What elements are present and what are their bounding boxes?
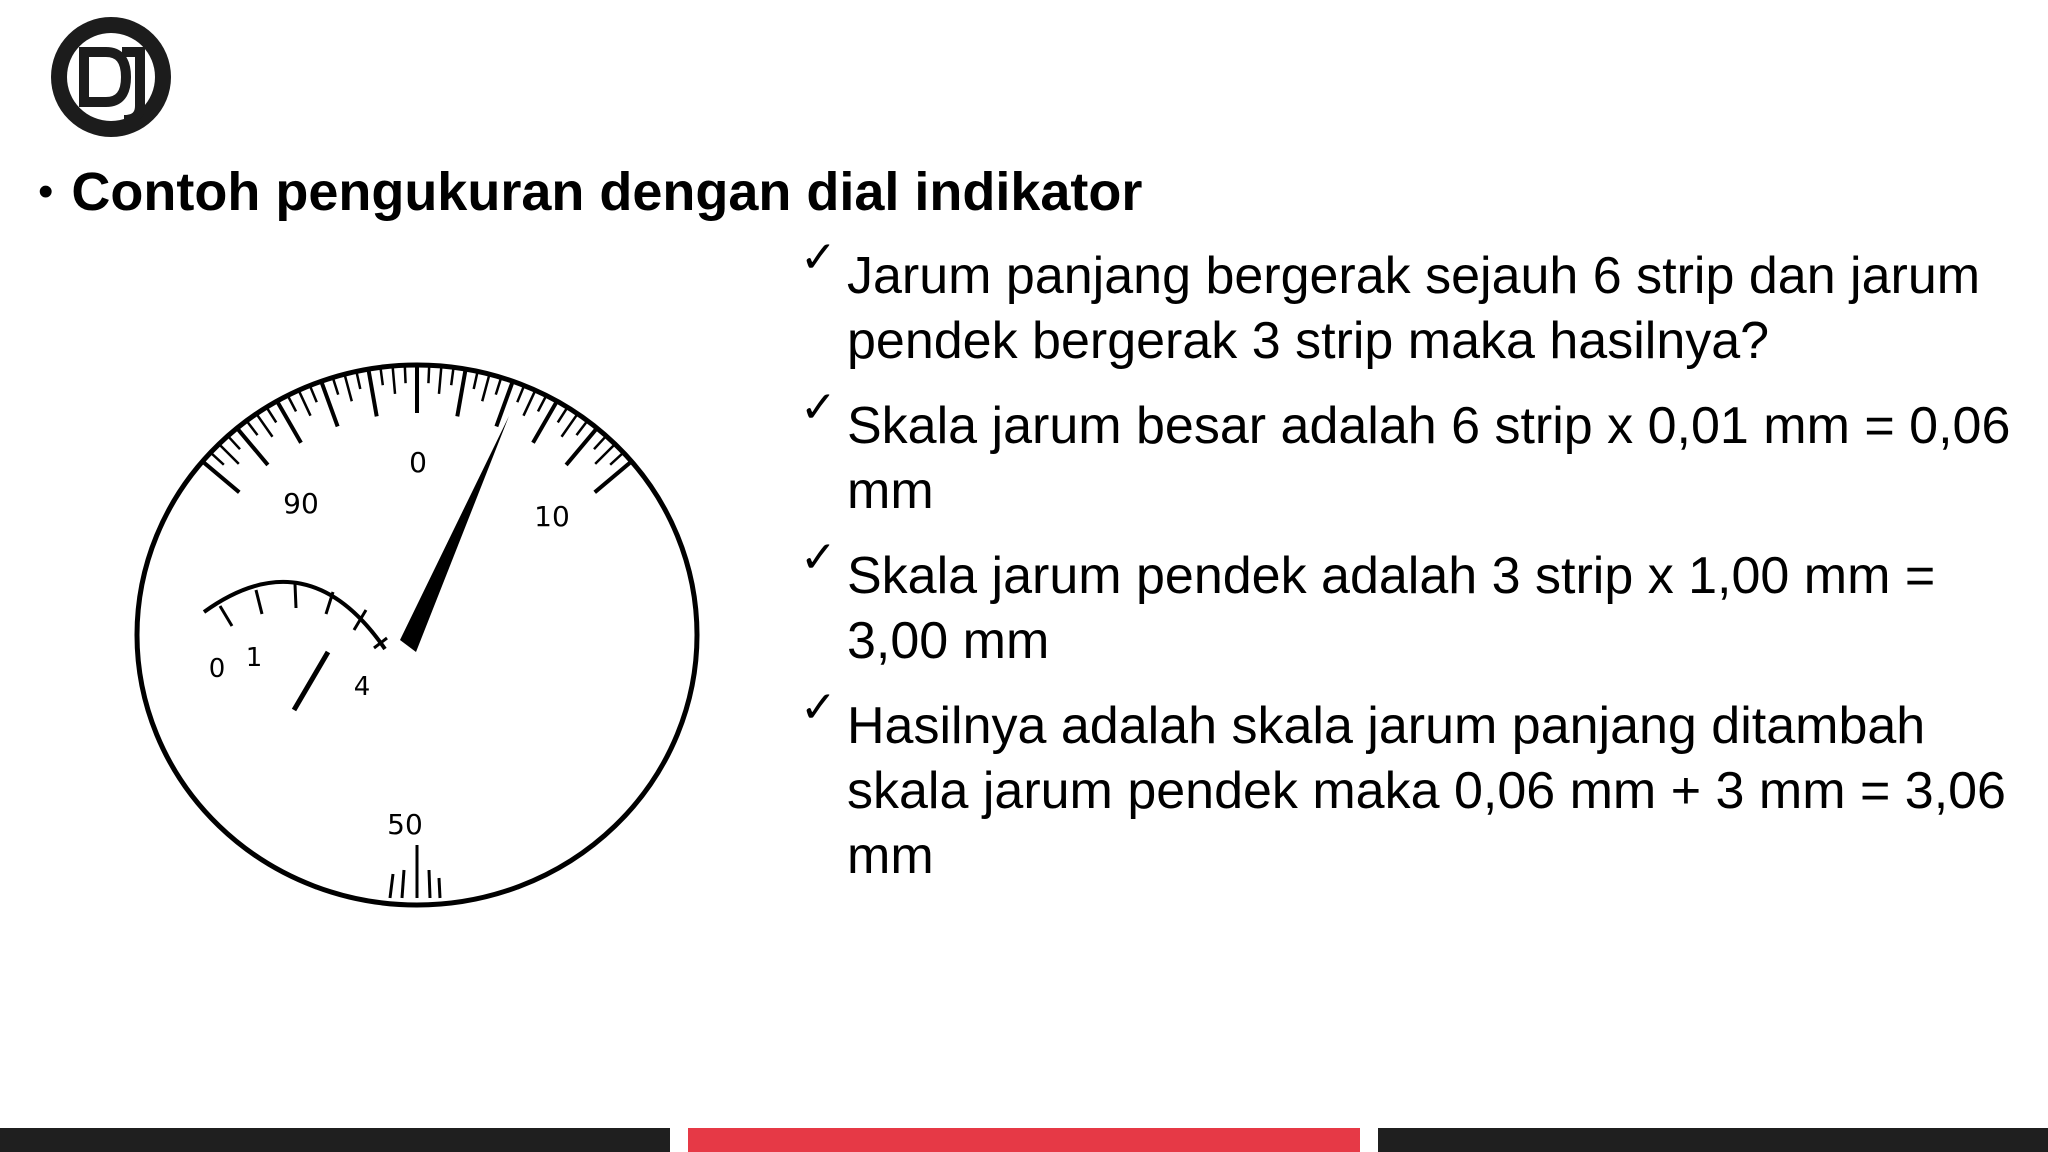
bullet-point-1 — [800, 233, 2015, 374]
dial-tick — [595, 444, 615, 464]
dial-tick — [256, 414, 272, 437]
dial-tick — [267, 407, 277, 422]
dial-tick — [299, 390, 311, 415]
dial-tick — [451, 367, 453, 385]
dial-tick — [533, 401, 557, 443]
bullet-text-4: Hasilnya adalah skala jarum panjang ditambah skala jarum pendek maka 0,06 mm + 3 mm = 3,06 mm — [847, 697, 2006, 885]
bullet-point-3 — [800, 533, 2015, 674]
sub-dial-tick — [295, 584, 296, 608]
dial-tick — [356, 371, 360, 389]
heading-row — [38, 160, 1142, 224]
short-needle — [294, 652, 328, 710]
sub-dial-tick — [256, 590, 262, 614]
bullet-point-2 — [800, 383, 2015, 524]
dial-tick — [457, 369, 465, 416]
dial-tick — [228, 436, 240, 449]
bullet-text-2: Skala jarum besar adalah 6 strip x 0,01 mm = 0,06 mm — [847, 397, 2011, 520]
slide-heading: Contoh pengukuran dengan dial indikator — [71, 162, 1143, 222]
dj-logo-icon — [44, 10, 178, 144]
dial-label-50: 50 — [387, 808, 423, 841]
dial-tick — [288, 396, 296, 412]
dial-tick — [393, 366, 395, 394]
checkmark-icon: ✓ — [800, 233, 837, 282]
sub-label-0: 0 — [208, 654, 226, 684]
dial-tick — [595, 461, 632, 492]
sub-scale-ticks — [220, 584, 387, 648]
dial-tick — [576, 421, 587, 435]
dial-tick — [594, 436, 606, 449]
dial-tick — [482, 374, 489, 401]
dial-tick — [496, 377, 501, 394]
bottom-ticks — [390, 845, 440, 898]
checkmark-icon: ✓ — [800, 683, 837, 732]
sub-label-1: 1 — [245, 643, 263, 673]
dial-tick — [345, 374, 352, 401]
dial-tick — [538, 396, 546, 412]
footer-bar-middle — [688, 1128, 1360, 1152]
dial-tick — [203, 461, 240, 492]
dial-tick — [277, 401, 301, 443]
dial-tick — [428, 365, 429, 383]
checkmark-icon: ✓ — [800, 533, 837, 582]
dial-tick — [517, 386, 524, 403]
bullet-text-1: Jarum panjang bergerak sejauh 6 strip dan jarum pendek bergerak 3 strip maka hasilnya? — [847, 247, 1981, 370]
footer-bar-right — [1378, 1128, 2048, 1152]
sub-label-4: 4 — [353, 672, 371, 702]
dial-tick — [558, 407, 568, 422]
bullet-glyph: • — [38, 167, 54, 216]
dial-tick — [368, 369, 376, 416]
dial-tick — [247, 421, 258, 435]
dial-tick — [439, 366, 441, 394]
dial-tick — [474, 371, 478, 389]
dial-tick — [237, 428, 268, 465]
dial-label-0: 0 — [409, 446, 427, 479]
dial-tick — [219, 444, 239, 464]
sub-dial-tick — [220, 606, 232, 626]
dial-tick — [333, 377, 338, 394]
dial-tick — [566, 428, 597, 465]
checkmark-icon: ✓ — [800, 383, 837, 432]
dial-tick — [310, 386, 317, 403]
dial-tick — [610, 453, 623, 465]
dial-indicator-illustration — [128, 352, 710, 912]
footer-bar-left — [0, 1128, 670, 1152]
dial-tick — [562, 414, 578, 437]
bullet-point-4 — [800, 683, 2015, 889]
dial-tick — [380, 367, 382, 385]
dial-label-10: 10 — [534, 500, 570, 533]
dial-label-90: 90 — [283, 487, 319, 520]
dial-tick — [523, 390, 535, 415]
bullet-list — [800, 233, 2015, 909]
dial-tick — [405, 365, 406, 383]
bullet-text-3: Skala jarum pendek adalah 3 strip x 1,00 mm = 3,00 mm — [847, 547, 1936, 670]
dial-tick — [211, 453, 224, 465]
